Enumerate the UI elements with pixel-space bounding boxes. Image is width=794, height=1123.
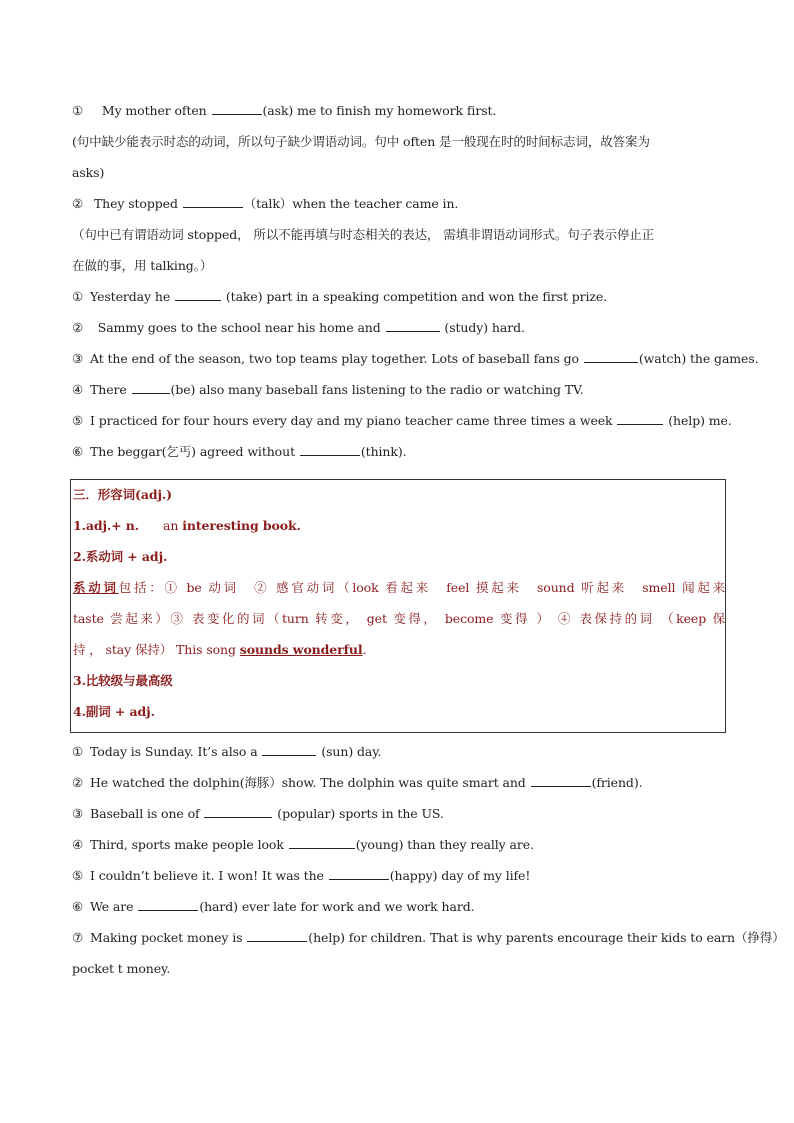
linking-verb-label: 系动词 (73, 580, 119, 595)
list-item: ③ At the end of the season, two top teams play together. Lots of baseball fans go (watch) the games. (72, 351, 759, 366)
answer-blank[interactable] (531, 774, 591, 787)
answer-blank[interactable] (247, 929, 307, 942)
intro-note-1a: (句中缺少能表示时态的动词，所以句子缺少谓语动词。句中 often 是一般现在时的时间标志词，故答案为 (72, 134, 650, 149)
exercise-list-verbs (72, 284, 759, 470)
list-item: ④ There (be) also many baseball fans listening to the radio or watching TV. (72, 382, 584, 397)
item-number: ② (72, 196, 84, 211)
answer-blank[interactable] (584, 350, 638, 363)
item-number: ① (72, 103, 84, 118)
answer-blank[interactable] (138, 898, 198, 911)
linking-verbs-line-2: taste 尝起来）③ 表变化的词（turn 转变， get 变得， become 变得 ） ④ 表保持的词 （keep 保 (73, 611, 725, 626)
list-item: ⑥ The beggar(乞丐) agreed without (think). (72, 444, 407, 459)
answer-blank[interactable] (329, 867, 389, 880)
intro-exercise-1: ① My mother often (ask) me to finish my homework first. (72, 98, 730, 129)
list-item: ② He watched the dolphin(海豚）show. The dolphin was quite smart and (friend). (72, 775, 643, 790)
list-item: ⑤ I practiced for four hours every day and my piano teacher came three times a week (help) me. (72, 413, 732, 428)
answer-blank[interactable] (132, 381, 170, 394)
answer-blank[interactable] (289, 836, 355, 849)
linking-verbs-line-1: 系动词包括：① be 动词 ② 感官动词（look 看起来 feel 摸起来 sound 听起来 smell 闻起来 (73, 580, 725, 595)
list-item: ④ Third, sports make people look (young) than they really are. (72, 837, 534, 852)
answer-blank[interactable] (617, 412, 663, 425)
list-item: ① Today is Sunday. It’s also a (sun) day. (72, 744, 382, 759)
list-item-continued: pocket t money. (72, 961, 171, 976)
linking-verbs-line-3: 持 ， stay 保持） This song sounds wonderful. (73, 642, 367, 657)
list-item: ① Yesterday he (take) part in a speaking competition and won the first prize. (72, 289, 608, 304)
answer-blank[interactable] (212, 102, 262, 115)
answer-blank[interactable] (204, 805, 272, 818)
list-item: ⑤ I couldn’t believe it. I won! It was the (happy) day of my life! (72, 868, 531, 883)
answer-blank[interactable] (183, 195, 243, 208)
intro-note-2a: （句中已有谓语动词 stopped， 所以不能再填与时态相关的表达， 需填非谓语动词形式。句子表示停止正 (72, 227, 655, 242)
rule-3: 3.比较级与最高级 (73, 673, 173, 688)
document-page (72, 98, 785, 987)
answer-blank[interactable] (300, 443, 360, 456)
list-item: ③ Baseball is one of (popular) sports in the US. (72, 806, 444, 821)
answer-blank[interactable] (175, 288, 221, 301)
list-item: ② Sammy goes to the school near his home and (study) hard. (72, 320, 525, 335)
rule-2: 2.系动词 + adj. (73, 549, 168, 564)
intro-note-2b: 在做的事，用 talking。） (72, 258, 213, 273)
rule-1: 1.adj.+ n. an interesting book. (73, 518, 301, 533)
exercise-list-adjectives (72, 739, 785, 987)
answer-blank[interactable] (262, 743, 316, 756)
intro-note-1b: asks) (72, 165, 105, 180)
list-item: ⑦ Making pocket money is (help) for children. That is why parents encourage their kids to earn（挣得） (72, 930, 785, 945)
list-item: ⑥ We are (hard) ever late for work and we work hard. (72, 899, 475, 914)
adjective-rules-box (70, 479, 726, 733)
intro-exercise-2: ② They stopped （talk）when the teacher came in. (72, 191, 730, 222)
section-heading: 三．形容词(adj.) (73, 487, 172, 502)
rule-4: 4.副词 + adj. (73, 704, 155, 719)
answer-blank[interactable] (386, 319, 440, 332)
